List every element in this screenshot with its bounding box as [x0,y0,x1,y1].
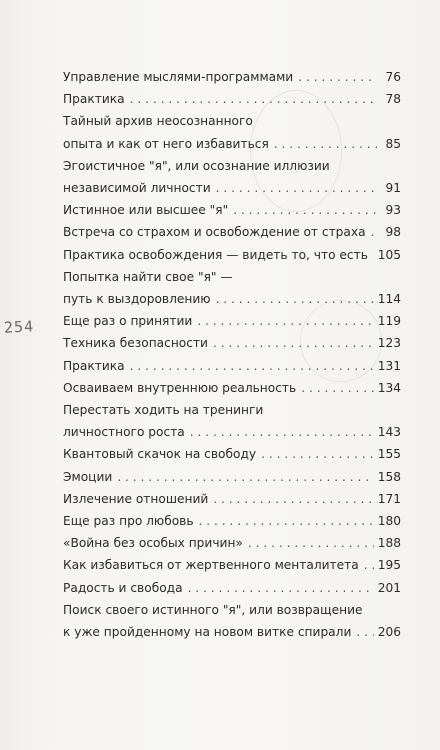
toc-page-number: 206 [377,625,401,640]
toc-entry-title-line [63,110,401,132]
toc-page-number: 134 [377,380,401,395]
toc-entry-line [63,221,401,243]
dot-leader [371,221,377,243]
toc-entry-line [63,377,401,399]
dot-leader [117,466,373,488]
toc-entry [63,599,401,643]
toc-page-number: 78 [385,92,401,107]
toc-entry-title-line [63,155,401,177]
toc-entry-title: Практика [63,92,125,107]
dot-leader [216,177,377,199]
dot-leader [301,377,374,399]
dot-leader [199,510,374,532]
toc-page-number: 93 [385,203,401,218]
toc-page-number: 91 [385,181,401,196]
toc-entry [63,66,401,88]
toc-entry-line [63,510,401,532]
toc-entry-line [63,466,401,488]
toc-entry [63,510,401,532]
toc-page-number: 131 [377,358,401,373]
toc-entry-title: Эгоистичное "я", или осознание иллюзии [63,158,330,173]
toc-entry-title: Тайный архив неосознанного [63,114,253,129]
toc-entry-title: Эмоции [63,469,113,484]
toc-entry [63,155,401,199]
toc-page-number: 123 [377,336,401,351]
toc-entry-title: Излечение отношений [63,491,209,506]
toc-entry-title: опыта и как от него избавиться [63,136,269,151]
toc-entry-title: личностного роста [63,425,185,440]
toc-entry [63,88,401,110]
dot-leader [356,621,373,643]
toc-entry-title: независимой личности [63,181,211,196]
toc-entry-line [63,177,401,199]
toc-entry-title: к уже пройденному на новом витке спирали [63,625,352,640]
toc-page-number: 195 [377,558,401,573]
toc-page-number: 114 [377,292,401,307]
toc-entry [63,488,401,510]
toc-entry [63,332,401,354]
toc-page-number: 119 [377,314,401,329]
toc-entry-line [63,66,401,88]
dot-leader [274,133,377,155]
dot-leader [213,488,373,510]
toc-entry-line [63,443,401,465]
toc-entry-title: Истинное или высшее "я" [63,203,229,218]
toc-entry-line [63,88,401,110]
toc-entry-title: Перестать ходить на тренинги [63,403,264,418]
toc-page-number: 85 [385,136,401,151]
dot-leader [130,355,374,377]
toc-entry-title-line [63,266,401,288]
toc-entry-title: Осваиваем внутреннюю реальность [63,380,297,395]
toc-entry-line [63,577,401,599]
table-of-contents [63,66,401,643]
handwritten-page-number: 254 [3,317,35,337]
toc-entry-title: Поиск своего истинного "я", или возвращение [63,602,363,617]
toc-page-number: 105 [377,247,401,262]
toc-entry [63,443,401,465]
toc-entry-title: Еще раз про любовь [63,514,194,529]
toc-entry-title: Практика [63,358,125,373]
dot-leader [197,310,373,332]
toc-entry-title: Практика освобождения — видеть то, что есть [63,247,368,262]
toc-entry [63,355,401,377]
toc-entry-line [63,621,401,643]
toc-page-number: 98 [385,225,401,240]
toc-page-number: 76 [385,70,401,84]
toc-entry-title: «Война без особых причин» [63,536,243,551]
dot-leader [298,66,377,88]
toc-entry-title: Радость и свобода [63,580,183,595]
dot-leader [213,332,374,354]
dot-leader [373,244,374,266]
toc-entry-line [63,310,401,332]
toc-entry-title: Еще раз о принятии [63,314,193,329]
toc-entry-title: Встреча со страхом и освобождение от страха [63,225,366,240]
toc-entry-title: Квантовый скачок на свободу [63,447,257,462]
toc-page-number: 188 [377,536,401,551]
toc-entry-title: путь к выздоровлению [63,292,211,307]
toc-entry [63,466,401,488]
toc-entry [63,554,401,576]
toc-entry-title: Управление мыслями-программами [63,70,294,84]
toc-entry-title: Как избавиться от жертвенного менталитета [63,558,359,573]
toc-entry [63,310,401,332]
toc-page-number: 155 [377,447,401,462]
dot-leader [130,88,377,110]
dot-leader [248,532,374,554]
toc-page-number: 143 [377,425,401,440]
toc-entry-title: Техника безопасности [63,336,208,351]
toc-page-number: 180 [377,514,401,529]
toc-page-number: 158 [377,469,401,484]
toc-entry-title-line [63,399,401,421]
dot-leader [216,288,374,310]
dot-leader [190,421,374,443]
toc-entry [63,577,401,599]
toc-entry [63,244,401,266]
toc-entry-line [63,532,401,554]
toc-entry-line [63,288,401,310]
toc-entry [63,221,401,243]
dot-leader [261,443,374,465]
toc-page-number: 171 [377,491,401,506]
toc-entry-line [63,133,401,155]
toc-entry-title-line [63,599,401,621]
dot-leader [188,577,374,599]
toc-entry [63,532,401,554]
dot-leader [233,199,377,221]
dot-leader [364,554,374,576]
toc-entry-line [63,554,401,576]
toc-entry [63,199,401,221]
toc-entry [63,377,401,399]
toc-entry-line [63,421,401,443]
toc-entry-line [63,244,401,266]
toc-entry-line [63,332,401,354]
toc-entry [63,266,401,310]
toc-entry-line [63,199,401,221]
toc-entry-line [63,355,401,377]
toc-entry-line [63,488,401,510]
toc-page-number: 201 [377,580,401,595]
toc-entry [63,110,401,154]
toc-entry-title: Попытка найти свое "я" — [63,269,233,284]
toc-entry [63,399,401,443]
